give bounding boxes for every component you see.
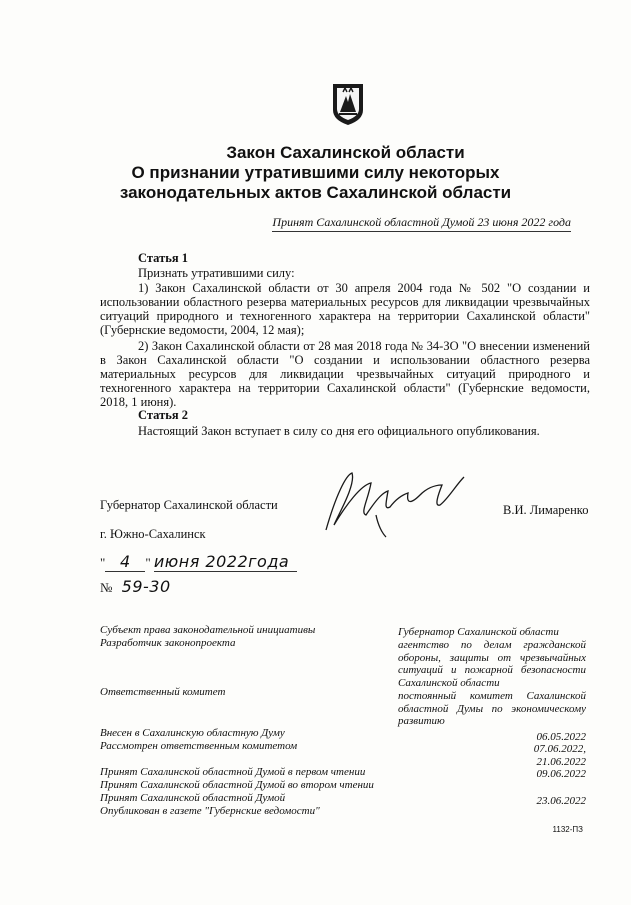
article-2-text: Настоящий Закон вступает в силу со дня его официального опубликования.	[138, 424, 540, 438]
committee-value: постоянный комитет Сахалинской областной Думы по экономическому развитию	[398, 690, 586, 727]
city: г. Южно-Сахалинск	[100, 527, 206, 541]
article-2-heading: Статья 2	[138, 408, 188, 422]
committee-review-label: Рассмотрен ответственным комитетом	[100, 740, 298, 752]
title-line-1: Закон Сахалинской области	[226, 143, 465, 162]
article-1-item-2	[100, 339, 590, 409]
adoption-note: Принят Сахалинской областной Думой 23 июня 2022 года	[272, 215, 571, 232]
signing-date: " 4 " июня 2022года	[100, 552, 297, 572]
submitted-label: Внесен в Сахалинскую областную Думу	[100, 727, 285, 739]
developer-value: агентство по делам гражданской обороны, защиты от чрезвычайных ситуаций и пожарной безопасности Сахалинской области	[398, 639, 586, 689]
committee-label: Ответственный комитет	[100, 686, 226, 698]
published-label: Опубликован в газете "Губернские ведомости"	[100, 805, 320, 817]
article-1-item-1-text: 1) Закон Сахалинской области от 30 апреля 2004 года № 502 "О создании и использовании областного резерва материальных ресурсов для ликвидации чрезвычайных ситуаций природного и техногенного характера на территории Сахалинской области" (Губернские ведомости, 2004, 12 мая);	[100, 281, 590, 337]
published-date: 23.06.2022	[536, 795, 586, 807]
second-reading-label: Принят Сахалинской областной Думой во втором чтении	[100, 779, 374, 791]
coat-of-arms-emblem	[331, 82, 365, 126]
document-code: 1132-ПЗ	[552, 825, 583, 834]
number-prefix: №	[100, 580, 113, 595]
title-line-2: О признании утратившими силу некоторых	[131, 163, 500, 182]
initiative-subject-label: Субъект права законодательной инициативы	[100, 624, 316, 636]
handwritten-signature	[316, 455, 476, 540]
date-month-year: июня 2022года	[154, 552, 297, 572]
title-line-3: законодательных актов Сахалинской области	[119, 183, 512, 202]
initiative-subject-value: Губернатор Сахалинской области	[398, 626, 559, 638]
governor-name: В.И. Лимаренко	[503, 503, 589, 517]
adopted-label: Принят Сахалинской областной Думой	[100, 792, 286, 804]
article-1-item-2-text: 2) Закон Сахалинской области от 28 мая 2018 года № 34-ЗО "О внесении изменений в Закон Сахалинской области "О создании и использовании областного резерва материальных ресурсов для ликвидации чрезвычайных ситуаций природного и техногенного характера на территории Сахалинской области" (Губернские ведомости, 2018, 1 июня).	[100, 339, 590, 409]
date-day: 4	[105, 552, 145, 572]
committee-review-date-2: 21.06.2022	[536, 756, 586, 768]
law-title	[0, 143, 631, 203]
committee-review-date-1: 07.06.2022,	[533, 743, 586, 755]
developer-label: Разработчик законопроекта	[100, 637, 236, 649]
submitted-date: 06.05.2022	[536, 731, 586, 743]
article-1-item-1	[100, 281, 590, 337]
article-1-intro: Признать утратившими силу:	[138, 266, 295, 280]
number-value: 59-30	[121, 577, 171, 596]
article-1-heading: Статья 1	[138, 251, 188, 265]
governor-position: Губернатор Сахалинской области	[100, 498, 278, 512]
law-number	[100, 577, 171, 596]
first-reading-label: Принят Сахалинской областной Думой в первом чтении	[100, 766, 366, 778]
first-reading-date: 09.06.2022	[536, 768, 586, 780]
